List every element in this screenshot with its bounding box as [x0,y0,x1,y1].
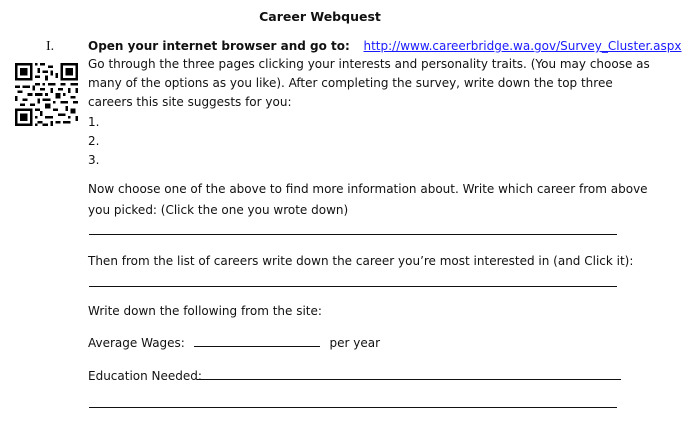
answer-line [89,407,617,408]
answer-line [197,379,621,380]
section-number: I. [46,39,55,54]
list-item-number: 1. [88,115,100,129]
instruction-text: Go through the three pages clicking your interests and personality traits. (You may choose as [88,57,650,71]
list-item-number: 3. [88,153,100,167]
instruction-text: Then from the list of careers write down the career you’re most interested in (and Click it): [88,254,634,268]
instruction-text: Write down the following from the site: [88,304,322,318]
education-row [88,367,202,386]
answer-line [89,234,617,235]
instruction-text: careers this site suggests for you: [88,95,292,109]
qr-code-icon [15,63,78,126]
education-label: Education Needed: [88,369,202,383]
answer-line [89,286,617,287]
instruction-line-1 [88,39,682,53]
wages-suffix: per year [329,336,381,350]
instruction-text: Now choose one of the above to find more information about. Write which career from above [88,182,648,196]
wages-answer-line [194,334,320,347]
wages-label: Average Wages: [88,336,185,350]
instruction-text: you picked: (Click the one you wrote down) [88,203,349,217]
survey-link[interactable]: http://www.careerbridge.wa.gov/Survey_Cluster.aspx [363,39,682,53]
instruction-text: many of the options as you like). After completing the survey, write down the top three [88,76,613,90]
page-title: Career Webquest [259,9,381,24]
wages-row [88,334,380,353]
list-item-number: 2. [88,134,100,148]
instruction-lead: Open your internet browser and go to: [88,39,350,53]
